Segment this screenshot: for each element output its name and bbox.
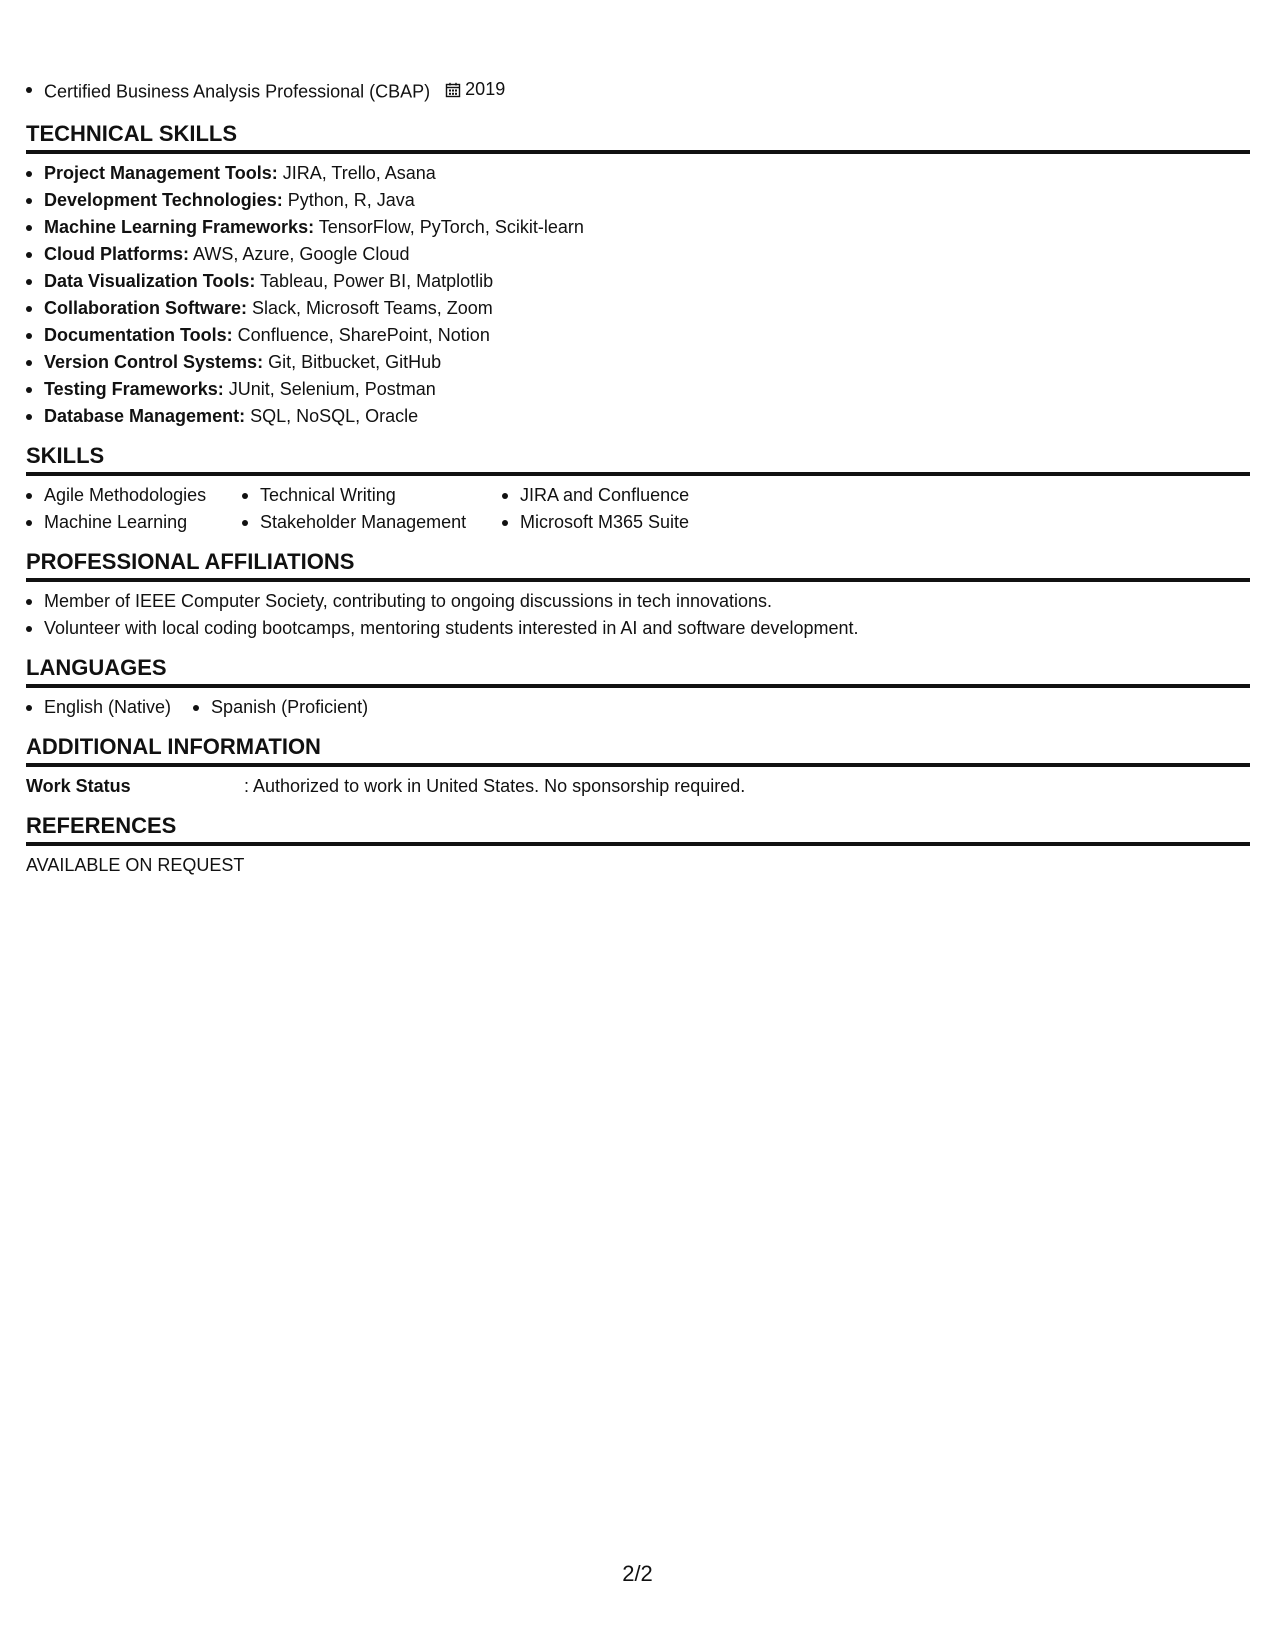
skill-item: Agile Methodologies [44,482,242,509]
affiliations-list [26,588,1250,642]
references-heading: REFERENCES [26,812,1250,846]
technical-skill-label: Database Management: [44,406,246,426]
affiliations-heading: PROFESSIONAL AFFILIATIONS [26,548,1250,582]
technical-skill-value: Python, R, Java [282,190,415,210]
certification-item [44,76,1250,108]
certification-name: Certified Business Analysis Professional (CBAP) [44,81,431,102]
technical-skill-item [44,268,1250,295]
technical-skill-value: Slack, Microsoft Teams, Zoom [247,298,493,318]
languages-list [26,694,1250,721]
technical-skill-value: JUnit, Selenium, Postman [223,379,436,399]
technical-skill-item [44,349,1250,376]
technical-skill-value: AWS, Azure, Google Cloud [189,244,410,264]
technical-skill-item [44,187,1250,214]
technical-skill-value: Tableau, Power BI, Matplotlib [255,271,494,291]
technical-skill-value: TensorFlow, PyTorch, Scikit-learn [314,217,584,237]
language-item: English (Native) [44,694,171,721]
technical-skill-label: Collaboration Software: [44,298,248,318]
technical-skill-item [44,214,1250,241]
affiliation-item: Member of IEEE Computer Society, contributing to ongoing discussions in tech innovations. [44,588,1250,615]
technical-skill-item [44,376,1250,403]
technical-skill-label: Documentation Tools: [44,325,233,345]
language-item: Spanish (Proficient) [211,694,368,721]
technical-skill-item [44,160,1250,187]
work-status-label: Work Status [26,776,131,796]
technical-skill-label: Development Technologies: [44,190,283,210]
work-status-row [26,773,1250,800]
skills-grid [26,482,1250,536]
technical-skill-value: Git, Bitbucket, GitHub [263,352,442,372]
skills-column [26,482,242,536]
certification-year: 2019 [465,79,506,99]
technical-skill-value: JIRA, Trello, Asana [277,163,436,183]
technical-skill-label: Testing Frameworks: [44,379,224,399]
skill-item: Microsoft M365 Suite [520,509,780,536]
skill-item: Stakeholder Management [260,509,502,536]
languages-heading: LANGUAGES [26,654,1250,688]
technical-skill-item [44,241,1250,268]
skills-heading: SKILLS [26,442,1250,476]
skill-item: JIRA and Confluence [520,482,780,509]
skills-column [242,482,502,536]
work-status-value: : Authorized to work in United States. No sponsorship required. [244,776,746,796]
technical-skill-label: Version Control Systems: [44,352,264,372]
technical-skill-item [44,403,1250,430]
page-number: 2/2 [622,1561,653,1586]
references-text: AVAILABLE ON REQUEST [26,855,245,875]
calendar-icon [445,82,461,98]
additional-info-heading: ADDITIONAL INFORMATION [26,733,1250,767]
skill-item: Machine Learning [44,509,242,536]
certifications-list [26,76,1250,108]
technical-skill-value: SQL, NoSQL, Oracle [245,406,419,426]
skill-item: Technical Writing [260,482,502,509]
technical-skill-value: Confluence, SharePoint, Notion [232,325,490,345]
skills-column [502,482,780,536]
technical-skill-item [44,322,1250,349]
technical-skill-label: Project Management Tools: [44,163,278,183]
certification-date [445,76,505,103]
technical-skill-item [44,295,1250,322]
technical-skills-list [26,160,1250,430]
technical-skill-label: Data Visualization Tools: [44,271,256,291]
affiliation-item: Volunteer with local coding bootcamps, mentoring students interested in AI and software development. [44,615,1250,642]
technical-skills-heading: TECHNICAL SKILLS [26,120,1250,154]
resume-page [26,76,1250,879]
technical-skill-label: Machine Learning Frameworks: [44,217,315,237]
technical-skill-label: Cloud Platforms: [44,244,190,264]
